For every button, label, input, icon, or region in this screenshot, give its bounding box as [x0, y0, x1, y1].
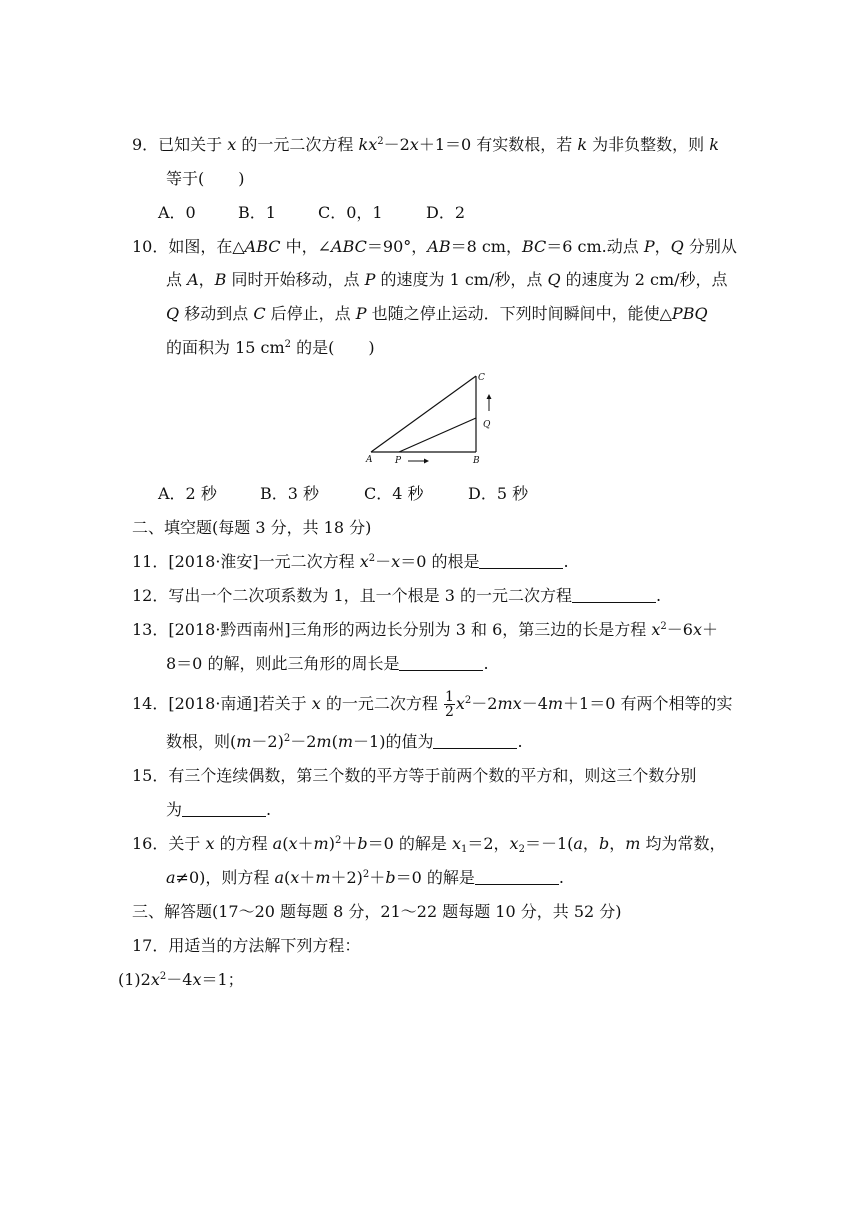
text: －2 [290, 732, 317, 751]
var: x [509, 834, 519, 853]
text: ＋2) [330, 868, 363, 887]
label-p: P [395, 456, 402, 466]
var: b [357, 834, 368, 853]
q11 [132, 552, 569, 572]
var: x [150, 970, 160, 989]
text: －1)的值为 [353, 732, 434, 751]
q15-line2 [166, 800, 271, 820]
text: －4 [166, 970, 193, 989]
text: . [266, 800, 272, 819]
var: x [290, 868, 300, 887]
var: x [409, 135, 419, 154]
q14-line2 [166, 732, 523, 752]
var: x [359, 552, 369, 571]
text: ＝2， [467, 834, 510, 853]
text: . [655, 586, 662, 605]
label-c: C [478, 373, 485, 383]
text: 移动到点 [179, 304, 254, 323]
var: a [573, 834, 583, 853]
q9-option-d: D．2 [426, 203, 466, 222]
subscript: 1 [460, 844, 468, 855]
var: x [451, 834, 461, 853]
text: 为 [166, 800, 183, 819]
text: ＋ [297, 834, 314, 853]
text: ＋ [369, 868, 386, 887]
q14-line1 [132, 690, 733, 719]
text: 的是( [291, 338, 335, 357]
var: x [192, 970, 202, 989]
q16-line2 [166, 868, 564, 888]
var: Q [547, 270, 561, 289]
q10-options [158, 484, 528, 504]
numerator: 1 [444, 689, 454, 705]
text: 中，∠ [280, 237, 332, 256]
text: ≠0)，则方程 [175, 868, 275, 887]
var: AB [427, 237, 451, 256]
answer-blank[interactable] [433, 734, 517, 749]
q10-option-a: A．2 秒 [158, 484, 217, 503]
var: P [355, 304, 367, 323]
q9-options [158, 203, 465, 223]
exp: 2 [368, 553, 376, 564]
exp: 2 [159, 971, 167, 982]
section-heading-solve: 三、解答题(17～20 题每题 8 分，21～22 题每题 10 分，共 52 分) [132, 902, 622, 921]
q15-line1: 15．有三个连续偶数，第三个数的平方等于前两个数的平方和，则这三个数分别 [132, 766, 697, 785]
text: ＋1＝0 有两个相等的实 [563, 694, 733, 713]
var: b [598, 834, 610, 853]
text: ＋1＝0 有实数根，若 [418, 135, 578, 154]
text: －2 [471, 694, 498, 713]
var: PBQ [671, 304, 708, 323]
q16-line1 [132, 834, 725, 854]
var: ABC [331, 237, 367, 256]
text: ＝0 的解是 [395, 868, 475, 887]
text: － [375, 552, 392, 571]
q13-line1 [132, 620, 718, 640]
text: 后停止，点 [265, 304, 356, 323]
text: －2 [383, 135, 410, 154]
text: ＝0 的根是 [400, 552, 480, 571]
var: k [709, 135, 719, 154]
q10-line4 [166, 338, 375, 358]
q9-line2 [166, 169, 245, 189]
text: 13．[2018·黔西南州]三角形的两边长分别为 3 和 6，第三边的长是方程 [132, 620, 652, 639]
var: k [577, 135, 588, 154]
text: ) [238, 169, 245, 188]
text: ＝1； [201, 970, 244, 989]
var: x [311, 694, 321, 713]
var: Q [670, 237, 684, 256]
text: (1)2 [118, 970, 151, 989]
text: 14．[2018·南通]若关于 [132, 694, 312, 713]
var: mx [497, 694, 522, 713]
var: x [692, 620, 702, 639]
var: BC [521, 237, 547, 256]
label-a: A [366, 455, 373, 465]
text: 同时开始移动，点 [226, 270, 365, 289]
text: ＝－1( [524, 834, 574, 853]
text: ， [198, 270, 215, 289]
q17-part1 [118, 970, 244, 990]
section-heading-fill-in: 二、填空题(每题 3 分，共 18 分) [132, 518, 372, 537]
exp: 2 [377, 136, 384, 147]
var: m [625, 834, 641, 853]
text: －2) [251, 732, 284, 751]
text: 为非负整数，则 [587, 135, 710, 154]
q10-option-b: B．3 秒 [260, 484, 320, 503]
text: ， [654, 237, 671, 256]
label-b: B [473, 456, 480, 466]
text: 的速度为 1 cm/秒，点 [375, 270, 548, 289]
exp: 2 [283, 733, 291, 744]
var: m [337, 732, 354, 751]
var: x [205, 834, 215, 853]
text: . [558, 868, 564, 887]
q17: 17．用适当的方法解下列方程： [132, 936, 361, 955]
exp: 2 [464, 695, 472, 706]
text: ( [282, 834, 289, 853]
text: ＝8 cm， [450, 237, 522, 256]
var: ABC [244, 237, 281, 256]
var: C [253, 304, 266, 323]
text: . [517, 732, 523, 751]
answer-blank[interactable] [479, 554, 563, 569]
text: ( [284, 868, 291, 887]
q12 [132, 586, 661, 606]
var: m [313, 834, 329, 853]
text: 的一元二次方程 [320, 694, 443, 713]
text: ) [368, 338, 375, 357]
var: P [364, 270, 376, 289]
text: 也随之停止运动．下列时间瞬间中，能使△ [366, 304, 672, 323]
var: A [187, 270, 199, 289]
text: ＝6 cm.动点 [546, 237, 644, 256]
text: ＝90°， [366, 237, 428, 256]
var: x [288, 834, 298, 853]
q9-option-b: B．1 [238, 203, 276, 222]
answer-blank[interactable] [572, 588, 656, 603]
var: b [385, 868, 396, 887]
text: ， [609, 834, 626, 853]
arrow-up-icon [487, 394, 492, 411]
label-q: Q [483, 420, 491, 430]
var: P [643, 237, 655, 256]
exp: 2 [334, 835, 342, 846]
denominator: 2 [444, 704, 454, 720]
var: Q [166, 304, 180, 323]
text: ) [328, 834, 335, 853]
triangle-figure [362, 368, 502, 468]
q10-option-c: C．4 秒 [364, 484, 424, 503]
var: kx [358, 135, 378, 154]
text: 8＝0 的解，则此三角形的周长是 [166, 654, 400, 673]
subscript: 2 [518, 844, 525, 855]
text: ( [331, 732, 338, 751]
text: ＝0 的解是 [367, 834, 452, 853]
var: m [236, 732, 252, 751]
text: 9．已知关于 [132, 135, 228, 154]
text: . [483, 654, 489, 673]
text: －6 [666, 620, 693, 639]
text: 11．[2018·淮安]一元二次方程 [132, 552, 360, 571]
var: x [391, 552, 401, 571]
text: 12．写出一个二次项系数为 1，且一个根是 3 的一元二次方程 [132, 586, 572, 605]
arrow-right-icon [408, 459, 429, 464]
text: 的方程 [214, 834, 273, 853]
var: m [547, 694, 564, 713]
fraction-one-half [444, 690, 455, 719]
text: 的速度为 2 cm/秒，点 [560, 270, 728, 289]
answer-blank[interactable] [399, 656, 483, 671]
exp: 2 [284, 339, 292, 350]
var: m [315, 868, 331, 887]
q9-option-c: C．0，1 [318, 203, 383, 222]
text: 分别从 [683, 237, 737, 256]
q9-option-a: A．0 [158, 203, 196, 222]
text: 10．如图，在△ [132, 237, 245, 256]
answer-blank[interactable] [182, 802, 266, 817]
text: ＋ [341, 834, 358, 853]
var: x [651, 620, 661, 639]
text: . [563, 552, 569, 571]
text: ， [582, 834, 599, 853]
exp: 2 [660, 621, 667, 632]
text: 等于( [166, 169, 205, 188]
var: B [214, 270, 227, 289]
exp: 2 [362, 869, 370, 880]
var: a [166, 868, 176, 887]
q10-line2 [166, 270, 728, 290]
text: 均为常数， [640, 834, 726, 853]
text: 的一元二次方程 [236, 135, 359, 154]
text: 16．关于 [132, 834, 206, 853]
text: ＋ [701, 620, 718, 639]
q10-option-d: D．5 秒 [468, 484, 529, 503]
var: a [274, 868, 285, 887]
answer-blank[interactable] [475, 870, 559, 885]
text: 的面积为 15 cm [166, 338, 285, 357]
q9-line1 [132, 135, 719, 155]
text: －4 [521, 694, 548, 713]
q13-line2 [166, 654, 489, 674]
text: ＋ [299, 868, 316, 887]
text: 数根，则( [166, 732, 237, 751]
var: a [272, 834, 283, 853]
q10-line3 [166, 304, 708, 324]
q10-line1 [132, 237, 737, 257]
var: x [227, 135, 237, 154]
text: 点 [166, 270, 188, 289]
var: m [316, 732, 332, 751]
var: x [455, 694, 465, 713]
